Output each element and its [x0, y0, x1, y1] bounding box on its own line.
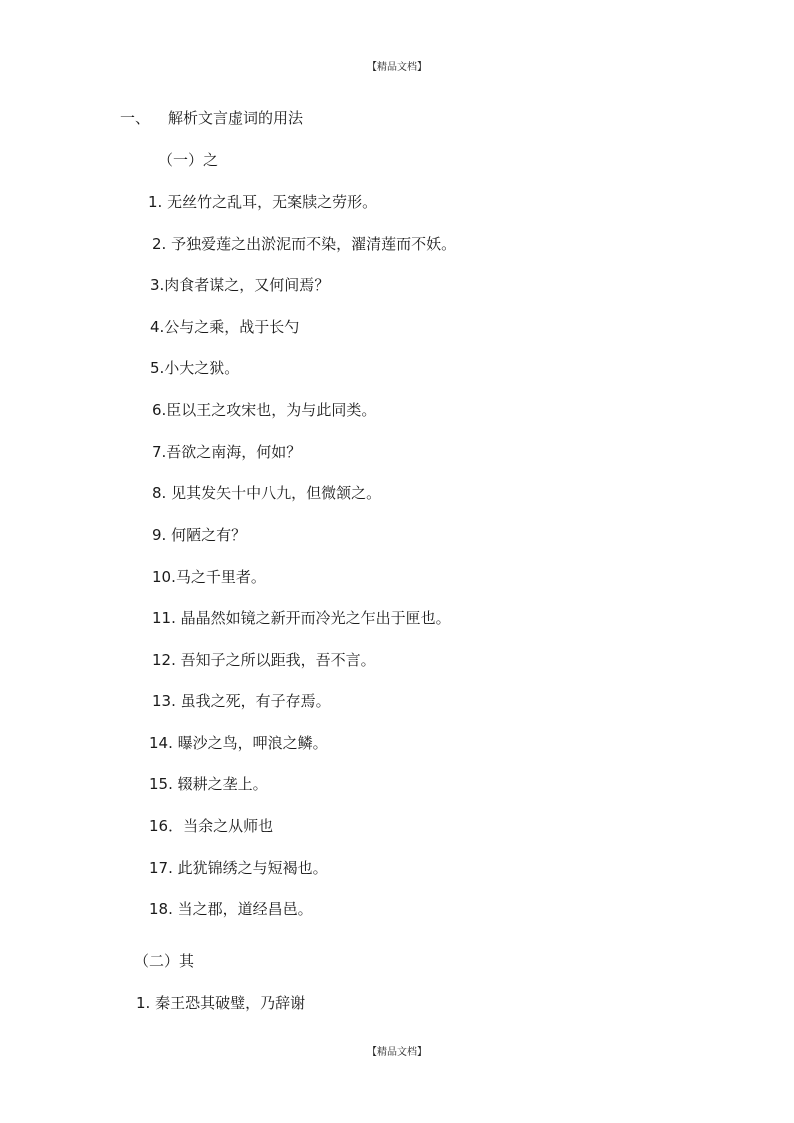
- list-item: 14. 曝沙之鸟，呷浪之鳞。: [149, 734, 328, 752]
- list-item: 4.公与之乘，战于长勺: [150, 318, 300, 336]
- list-item: 7.吾欲之南海，何如？: [152, 443, 302, 461]
- list-item: 5.小大之狱。: [150, 359, 240, 377]
- list-item: 8. 见其发矢十中八九，但微颔之。: [152, 484, 382, 502]
- list-item: 15. 辍耕之垄上。: [149, 775, 268, 793]
- list-item: 10.马之千里者。: [152, 568, 266, 586]
- section-number: 一、: [120, 109, 151, 127]
- list-item: 1. 秦王恐其破璧，乃辞谢: [136, 994, 306, 1012]
- list-item: 11. 晶晶然如镜之新开而冷光之乍出于匣也。: [152, 609, 451, 627]
- list-item: 17. 此犹锦绣之与短褐也。: [149, 859, 328, 877]
- section-title: 解析文言虚词的用法: [168, 109, 304, 127]
- list-item: 9. 何陋之有？: [152, 526, 247, 544]
- subsection-title-qi: （二）其: [134, 952, 195, 970]
- list-item: 13. 虽我之死，有子存焉。: [152, 692, 331, 710]
- list-item: 16．当余之从师也: [149, 817, 274, 835]
- list-item: 1. 无丝竹之乱耳，无案牍之劳形。: [148, 193, 378, 211]
- list-item: 12. 吾知子之所以距我，吾不言。: [152, 651, 376, 669]
- subsection-title-zhi: （一）之: [158, 151, 219, 169]
- list-item: 6.臣以王之攻宋也，为与此同类。: [152, 401, 377, 419]
- list-item: 18. 当之郡，道经昌邑。: [149, 900, 313, 918]
- list-item: 3.肉食者谋之，又何间焉？: [150, 276, 330, 294]
- page-footer: 【精品文档】: [367, 1047, 427, 1058]
- page-header: 【精品文档】: [367, 62, 427, 73]
- list-item: 2. 予独爱莲之出淤泥而不染，濯清莲而不妖。: [152, 235, 457, 253]
